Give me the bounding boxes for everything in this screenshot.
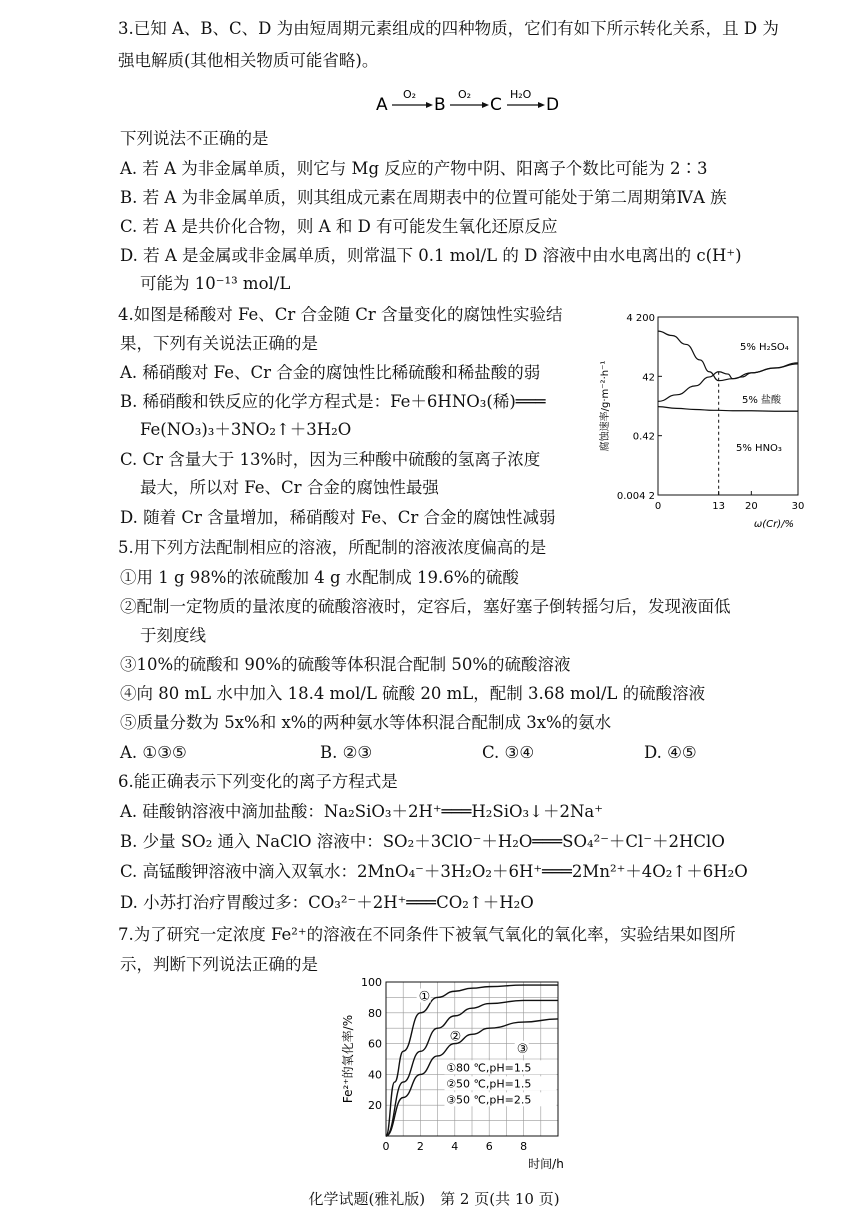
series-label: ② [449, 1029, 462, 1045]
q6-option-d: D. 小苏打治疗胃酸过多：CO₃²⁻＋2H⁺═══CO₂↑＋H₂O [120, 893, 534, 912]
q3-option-a: A. 若 A 为非金属单质，则它与 Mg 反应的产物中阴、阳离子个数比可能为 2∶3 [120, 159, 708, 178]
q4-stem-line1: 4.如图是稀酸对 Fe、Cr 合金随 Cr 含量变化的腐蚀性实验结 [118, 305, 563, 324]
q5-item-1: ①用 1 g 98%的浓硫酸加 4 g 水配制成 19.6%的硫酸 [120, 568, 519, 587]
page-footer: 化学试题(雅礼版) 第 2 页(共 10 页) [308, 1190, 560, 1208]
scheme-C: C [490, 95, 502, 115]
x-tick-label: 0 [382, 1140, 390, 1153]
q7-stem-line2: 示，判断下列说法正确的是 [120, 955, 318, 974]
q6-option-a: A. 硅酸钠溶液中滴加盐酸：Na₂SiO₃＋2H⁺═══H₂SiO₃↓＋2Na⁺ [120, 802, 603, 821]
y-tick-label: 0.004 2 [616, 491, 655, 502]
q3-option-b: B. 若 A 为非金属单质，则其组成元素在周期表中的位置可能处于第二周期第ⅣA 族 [120, 188, 727, 207]
q5-options [120, 742, 697, 764]
series-label: ① [418, 989, 431, 1005]
q3-option-c: C. 若 A 是共价化合物，则 A 和 D 有可能发生氧化还原反应 [120, 217, 558, 236]
legend-entry: ②50 ℃,pH=1.5 [446, 1077, 532, 1091]
q4-corrosion-chart [594, 305, 818, 537]
q7-oxidation-chart [330, 970, 570, 1170]
y-axis-label: Fe²⁺的氧化率/% [341, 1014, 355, 1104]
x-tick-label: 20 [744, 501, 758, 512]
q5-stem: 5.用下列方法配制相应的溶液，所配制的溶液浓度偏高的是 [118, 538, 547, 557]
series-line [658, 407, 798, 412]
scheme-r1: O₂ [403, 88, 417, 101]
q4-option-b-line1: B. 稀硝酸和铁反应的化学方程式是：Fe＋6HNO₃(稀)═══ [120, 392, 546, 411]
x-tick-label: 13 [712, 501, 726, 512]
x-axis-label: ω(Cr)/% [753, 519, 794, 530]
q5-item-5: ⑤质量分数为 5x%和 x%的两种氨水等体积混合配制成 3x%的氨水 [120, 713, 612, 732]
q4-option-b-line2: Fe(NO₃)₃＋3NO₂↑＋3H₂O [140, 420, 352, 439]
q6-stem: 6.能正确表示下列变化的离子方程式是 [118, 772, 398, 791]
q4-option-c-line2: 最大，所以对 Fe、Cr 合金的腐蚀性最强 [140, 478, 439, 497]
q5-option-d: D. ④⑤ [644, 743, 697, 762]
q4-option-c-line1: C. Cr 含量大于 13%时，因为三种酸中硫酸的氢离子浓度 [120, 450, 541, 469]
y-tick-label: 40 [368, 1068, 382, 1082]
q3-option-d-line1: D. 若 A 是金属或非金属单质，则常温下 0.1 mol/L 的 D 溶液中由水电离出的 c(H⁺) [120, 246, 742, 265]
y-axis-label: 腐蚀速率/g·m⁻²·h⁻¹ [600, 360, 611, 452]
q5-item-2-line2: 于刻度线 [140, 626, 206, 645]
scheme-B: B [434, 95, 446, 115]
x-tick-label: 0 [654, 501, 662, 512]
y-tick-label: 0.42 [632, 431, 655, 443]
legend-entry: ③50 ℃,pH=2.5 [446, 1093, 532, 1107]
q4-stem-line2: 果，下列有关说法正确的是 [120, 334, 318, 353]
q4-option-d: D. 随着 Cr 含量增加，稀硝酸对 Fe、Cr 合金的腐蚀性减弱 [120, 508, 556, 527]
q5-option-b: B. ②③ [320, 743, 373, 762]
q5-option-a: A. ①③⑤ [120, 743, 187, 762]
y-tick-label: 42 [642, 372, 655, 384]
scheme-D: D [546, 95, 560, 115]
q3-stem-line1: 3.已知 A、B、C、D 为由短周期元素组成的四种物质，它们有如下所示转化关系，且 D 为 [118, 19, 779, 38]
q3-stem-line2: 强电解质(其他相关物质可能省略)。 [118, 51, 379, 70]
scheme-r2: O₂ [458, 88, 472, 101]
x-tick-label: 6 [485, 1140, 493, 1153]
y-tick-label: 20 [368, 1099, 382, 1113]
q6-option-c: C. 高锰酸钾溶液中滴入双氧水：2MnO₄⁻＋3H₂O₂＋6H⁺═══2Mn²⁺＋4O₂↑＋6H₂O [120, 862, 748, 881]
y-tick-label: 4 200 [626, 313, 655, 324]
x-tick-label: 30 [791, 501, 805, 512]
series-label: 5% 盐酸 [742, 395, 782, 406]
legend-entry: ①80 ℃,pH=1.5 [446, 1061, 532, 1075]
series-label: ③ [516, 1041, 529, 1057]
q7-stem-line1: 7.为了研究一定浓度 Fe²⁺的溶液在不同条件下被氧气氧化的氧化率，实验结果如图所 [118, 925, 736, 944]
series-label: 5% HNO₃ [736, 443, 782, 454]
y-tick-label: 60 [368, 1037, 382, 1051]
x-tick-label: 2 [416, 1140, 424, 1153]
q3-reaction-scheme [370, 84, 570, 120]
scheme-r3: H₂O [510, 88, 532, 101]
q5-option-c: C. ③④ [482, 743, 535, 762]
q6-option-b: B. 少量 SO₂ 通入 NaClO 溶液中：SO₂＋3ClO⁻＋H₂O═══SO₄²⁻＋Cl⁻＋2HClO [120, 832, 725, 851]
y-tick-label: 80 [368, 1006, 382, 1020]
series-line [658, 331, 798, 381]
q3-option-d-line2: 可能为 10⁻¹³ mol/L [140, 274, 291, 293]
scheme-A: A [376, 95, 388, 115]
q3-prompt: 下列说法不正确的是 [120, 129, 269, 148]
series-label: 5% H₂SO₄ [740, 342, 789, 353]
y-tick-label: 100 [361, 976, 382, 989]
q5-item-4: ④向 80 mL 水中加入 18.4 mol/L 硫酸 20 mL，配制 3.68 mol/L 的硫酸溶液 [120, 684, 706, 703]
q4-option-a: A. 稀硝酸对 Fe、Cr 合金的腐蚀性比稀硫酸和稀盐酸的弱 [120, 363, 541, 382]
q5-item-3: ③10%的硫酸和 90%的硫酸等体积混合配制 50%的硫酸溶液 [120, 655, 571, 674]
x-axis-label: 时间/h [528, 1157, 564, 1170]
q5-item-2-line1: ②配制一定物质的量浓度的硫酸溶液时，定容后，塞好塞子倒转摇匀后，发现液面低 [120, 597, 731, 616]
x-tick-label: 8 [520, 1140, 528, 1153]
x-tick-label: 4 [451, 1140, 459, 1153]
